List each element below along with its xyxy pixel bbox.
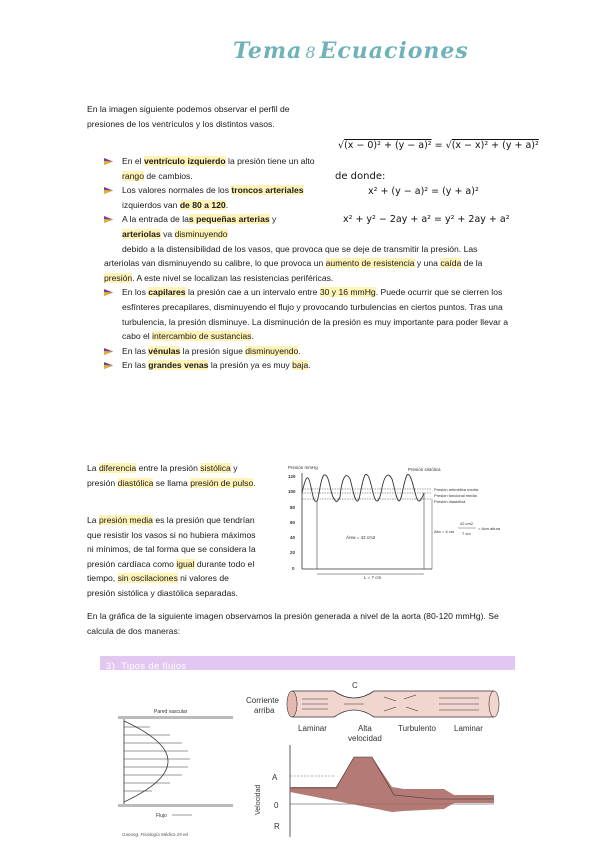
figure-caption: Ganong. Fisiología Médica 25 ed: [122, 832, 189, 837]
equation-1: √(x − 0)² + (y − a)² = √(x − x)² + (y + a)²: [338, 140, 539, 151]
page-title: Tema 8 Ecuaciones: [233, 38, 469, 64]
tick-label: 100: [288, 489, 296, 494]
intro-paragraph: En la imagen siguiente podemos observar el perfil de presiones de los ventrículos y los distintos vasos.: [87, 104, 290, 129]
tick-label: 20: [290, 550, 296, 555]
area-label: Área = 42 cm2: [346, 535, 376, 540]
arrow-bullet-icon: [104, 347, 114, 356]
bullet-capilares: En los capilares la presión cae a un intervalo entre 30 y 16 mmHg. Puede ocurrir que se cierren los esfínteres precapilares, disminuyendo el flujo y provocando turbulencias en ciertos puntos. Tras una turbulencia, la presión disminuye. La disminución de la presión es muy importante para poder llevar a cabo el intercambio de sustancias.: [104, 285, 516, 343]
equation-3: x² + y² − 2ay + a² = y² + 2ay + a²: [343, 214, 510, 225]
turbulent-flow-figure: [244, 677, 512, 840]
legend-diastolica: Presión diastólica: [434, 499, 466, 504]
aorta-paragraph: En la gráfica de la siguiente imagen observamos la presión generada a nivel de la aorta (80-120 mmHg). Se calcula de dos maneras:: [87, 611, 499, 636]
laminar-1-label: Laminar: [298, 724, 327, 733]
corriente-label: Corriente: [246, 696, 279, 705]
laminar-flow-profile-figure: [112, 705, 240, 840]
pressure-waveform-figure: [284, 463, 520, 581]
pulse-pressure-paragraph: La diferencia entre la presión sistólica y presión diastólica se llama presión de pulso.: [87, 463, 256, 488]
arrow-bullet-icon: [104, 157, 114, 166]
alto-label: Alto = 6 cm: [434, 529, 455, 534]
laminar-2-label: Laminar: [454, 724, 483, 733]
equation-2: x² + (y − a)² = (y + a)²: [368, 186, 479, 197]
mean-pressure-paragraph: La presión media es la presión que tendrían que resistir los vasos si no hubiera máximos ni mínimos, de tal forma que se considera la presión cardíaca como igual durante todo el tiempo, sin oscilaciones ni valores de presión sistólica y diastólica separadas.: [87, 515, 256, 598]
legend-aritmetica: Presión aritmética media: [434, 487, 479, 492]
tick-label: 0: [292, 566, 295, 571]
tick-label: 60: [290, 520, 296, 525]
tick-label: 80: [290, 505, 296, 510]
arrow-bullet-icon: [104, 288, 114, 297]
alta-label: Alta: [358, 724, 372, 733]
length-label: L = 7 cm: [364, 575, 382, 580]
pressure-ylabel: Presión mmHg: [288, 465, 318, 470]
bullet-grandes-venas: En las grandes venas la presión ya es muy baja.: [104, 358, 516, 373]
turbulento-label: Turbulento: [398, 724, 436, 733]
frac-top: 42 cm2: [460, 521, 474, 526]
legend-funcional: Presión funcional media: [434, 493, 477, 498]
velocidad-axis-label: Velocidad: [255, 784, 262, 815]
arrow-bullet-icon: [104, 215, 114, 224]
R-label: R: [274, 822, 280, 831]
frac-bot: 7 cm: [462, 531, 471, 536]
A-label: A: [272, 773, 278, 782]
velocidad-label: velocidad: [348, 734, 382, 743]
tick-label: 40: [290, 535, 296, 540]
flujo-label: Flujo: [156, 813, 167, 819]
bullet-venulas: En las vénulas la presión sigue disminuyendo.: [104, 344, 516, 359]
zero-label: 0: [274, 801, 279, 810]
bullet-troncos: Los valores normales de los troncos arteriales izquierdos van de 80 a 120.: [104, 183, 322, 212]
bullet-list: [104, 154, 516, 373]
section-header-tipos-de-flujos: 3) Tipos de flujos: [100, 656, 515, 670]
de-donde-label: de donde:: [335, 171, 386, 182]
tick-label: 120: [288, 474, 296, 479]
altura-eq: = 6cm altura: [478, 526, 501, 531]
arriba-label: arriba: [254, 706, 275, 715]
pared-label: Pared vascular: [154, 709, 188, 715]
bullet-arteriolas: A la entrada de las pequeñas arterias y arteriolas va disminuyendo debido a la distensibilidad de los vasos, que provoca que se deje de transmitir la presión. Las arteriolas van disminuyendo su calibre, lo que provoca un aumento de resistencia y una caída de la presión. A este nivel se localizan las resistencias periféricas.: [104, 214, 483, 283]
sistolica-label: Presión sistólica: [408, 467, 441, 472]
arrow-bullet-icon: [104, 361, 114, 370]
C-label: C: [352, 681, 358, 690]
bullet-ventriculo: En el ventrículo izquierdo la presión tiene un alto rango de cambios.: [104, 154, 322, 183]
